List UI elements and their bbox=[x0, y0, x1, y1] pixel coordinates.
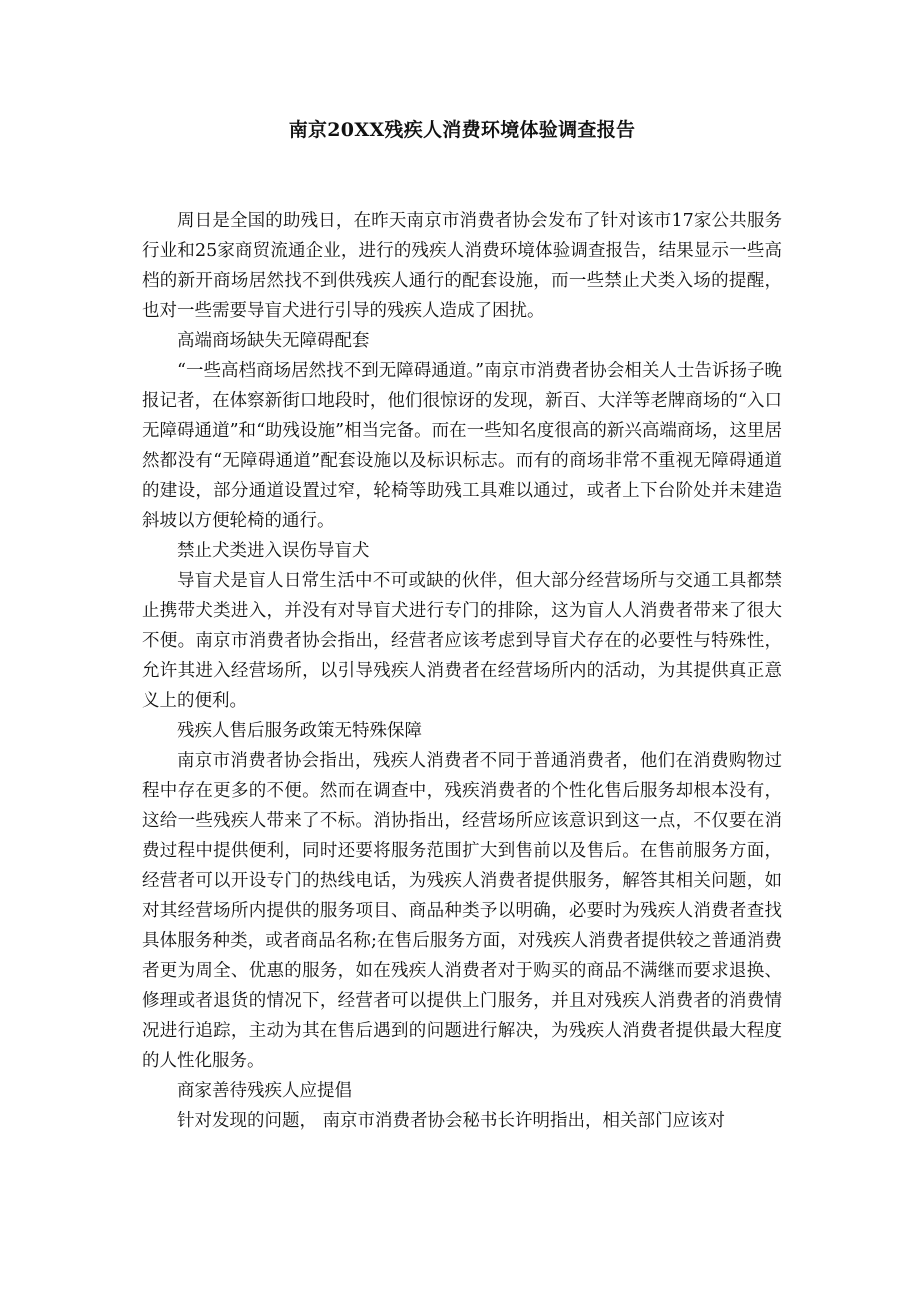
paragraph-intro: 周日是全国的助残日，在昨天南京市消费者协会发布了针对该市17家公共服务行业和25家商贸流通企业，进行的残疾人消费环境体验调查报告，结果显示一些高档的新开商场居然找不到供残疾人通行的配套设施，而一些禁止犬类入场的提醒，也对一些需要导盲犬进行引导的残疾人造成了困扰。 bbox=[142, 211, 782, 321]
paragraph-merchants: 针对发现的问题， 南京市消费者协会秘书长许明指出，相关部门应该对 bbox=[177, 1111, 726, 1131]
subheading-merchants: 商家善待残疾人应提倡 bbox=[177, 1081, 352, 1101]
paragraph-after-sales: 南京市消费者协会指出，残疾人消费者不同于普通消费者，他们在消费购物过程中存在更多的不便。然而在调查中，残疾消费者的个性化售后服务却根本没有，这给一些残疾人带来了不标。消协指出，经营场所应该意识到这一点，不仅要在消费过程中提供便利，同时还要将服务范围扩大到售前以及售后。在售前服务方面，经营者可以开设专门的热线电话，为残疾人消费者提供服务，解答其相关问题，如对其经营场所内提供的服务项目、商品种类予以明确，必要时为残疾人消费者查找具体服务种类，或者商品名称;在售后服务方面，对残疾人消费者提供较之普通消费者更为周全、优惠的服务，如在残疾人消费者对于购买的商品不满继而要求退换、修理或者退货的情况下，经营者可以提供上门服务，并且对残疾人消费者的消费情况进行追踪，主动为其在售后遇到的问题进行解决，为残疾人消费者提供最大程度的人性化服务。 bbox=[142, 751, 782, 1071]
paragraph-guide-dogs: 导盲犬是盲人日常生活中不可或缺的伙伴，但大部分经营场所与交通工具都禁止携带犬类进入，并没有对导盲犬进行专门的排除，这为盲人人消费者带来了很大不便。南京市消费者协会指出，经营者应该考虑到导盲犬存在的必要性与特殊性，允许其进入经营场所，以引导残疾人消费者在经营场所内的活动，为其提供真正意义上的便利。 bbox=[142, 571, 782, 711]
paragraph-accessibility: “一些高档商场居然找不到无障碍通道。”南京市消费者协会相关人士告诉扬子晚报记者，在体察新街口地段时，他们很惊讶的发现，新百、大洋等老牌商场的“入口无障碍通道”和“助残设施”相当完备。而在一些知名度很高的新兴高端商场，这里居然都没有“无障碍通道”配套设施以及标识标志。而有的商场非常不重视无障碍通道的建设，部分通道设置过窄，轮椅等助残工具难以通过，或者上下台阶处并未建造斜坡以方便轮椅的通行。 bbox=[142, 361, 782, 531]
document-body bbox=[142, 206, 782, 1136]
subheading-accessibility: 高端商场缺失无障碍配套 bbox=[177, 331, 370, 351]
subheading-after-sales: 残疾人售后服务政策无特殊保障 bbox=[177, 721, 422, 741]
subheading-guide-dogs: 禁止犬类进入误伤导盲犬 bbox=[177, 541, 370, 561]
document-title: 南京20XX残疾人消费环境体验调查报告 bbox=[288, 119, 636, 141]
